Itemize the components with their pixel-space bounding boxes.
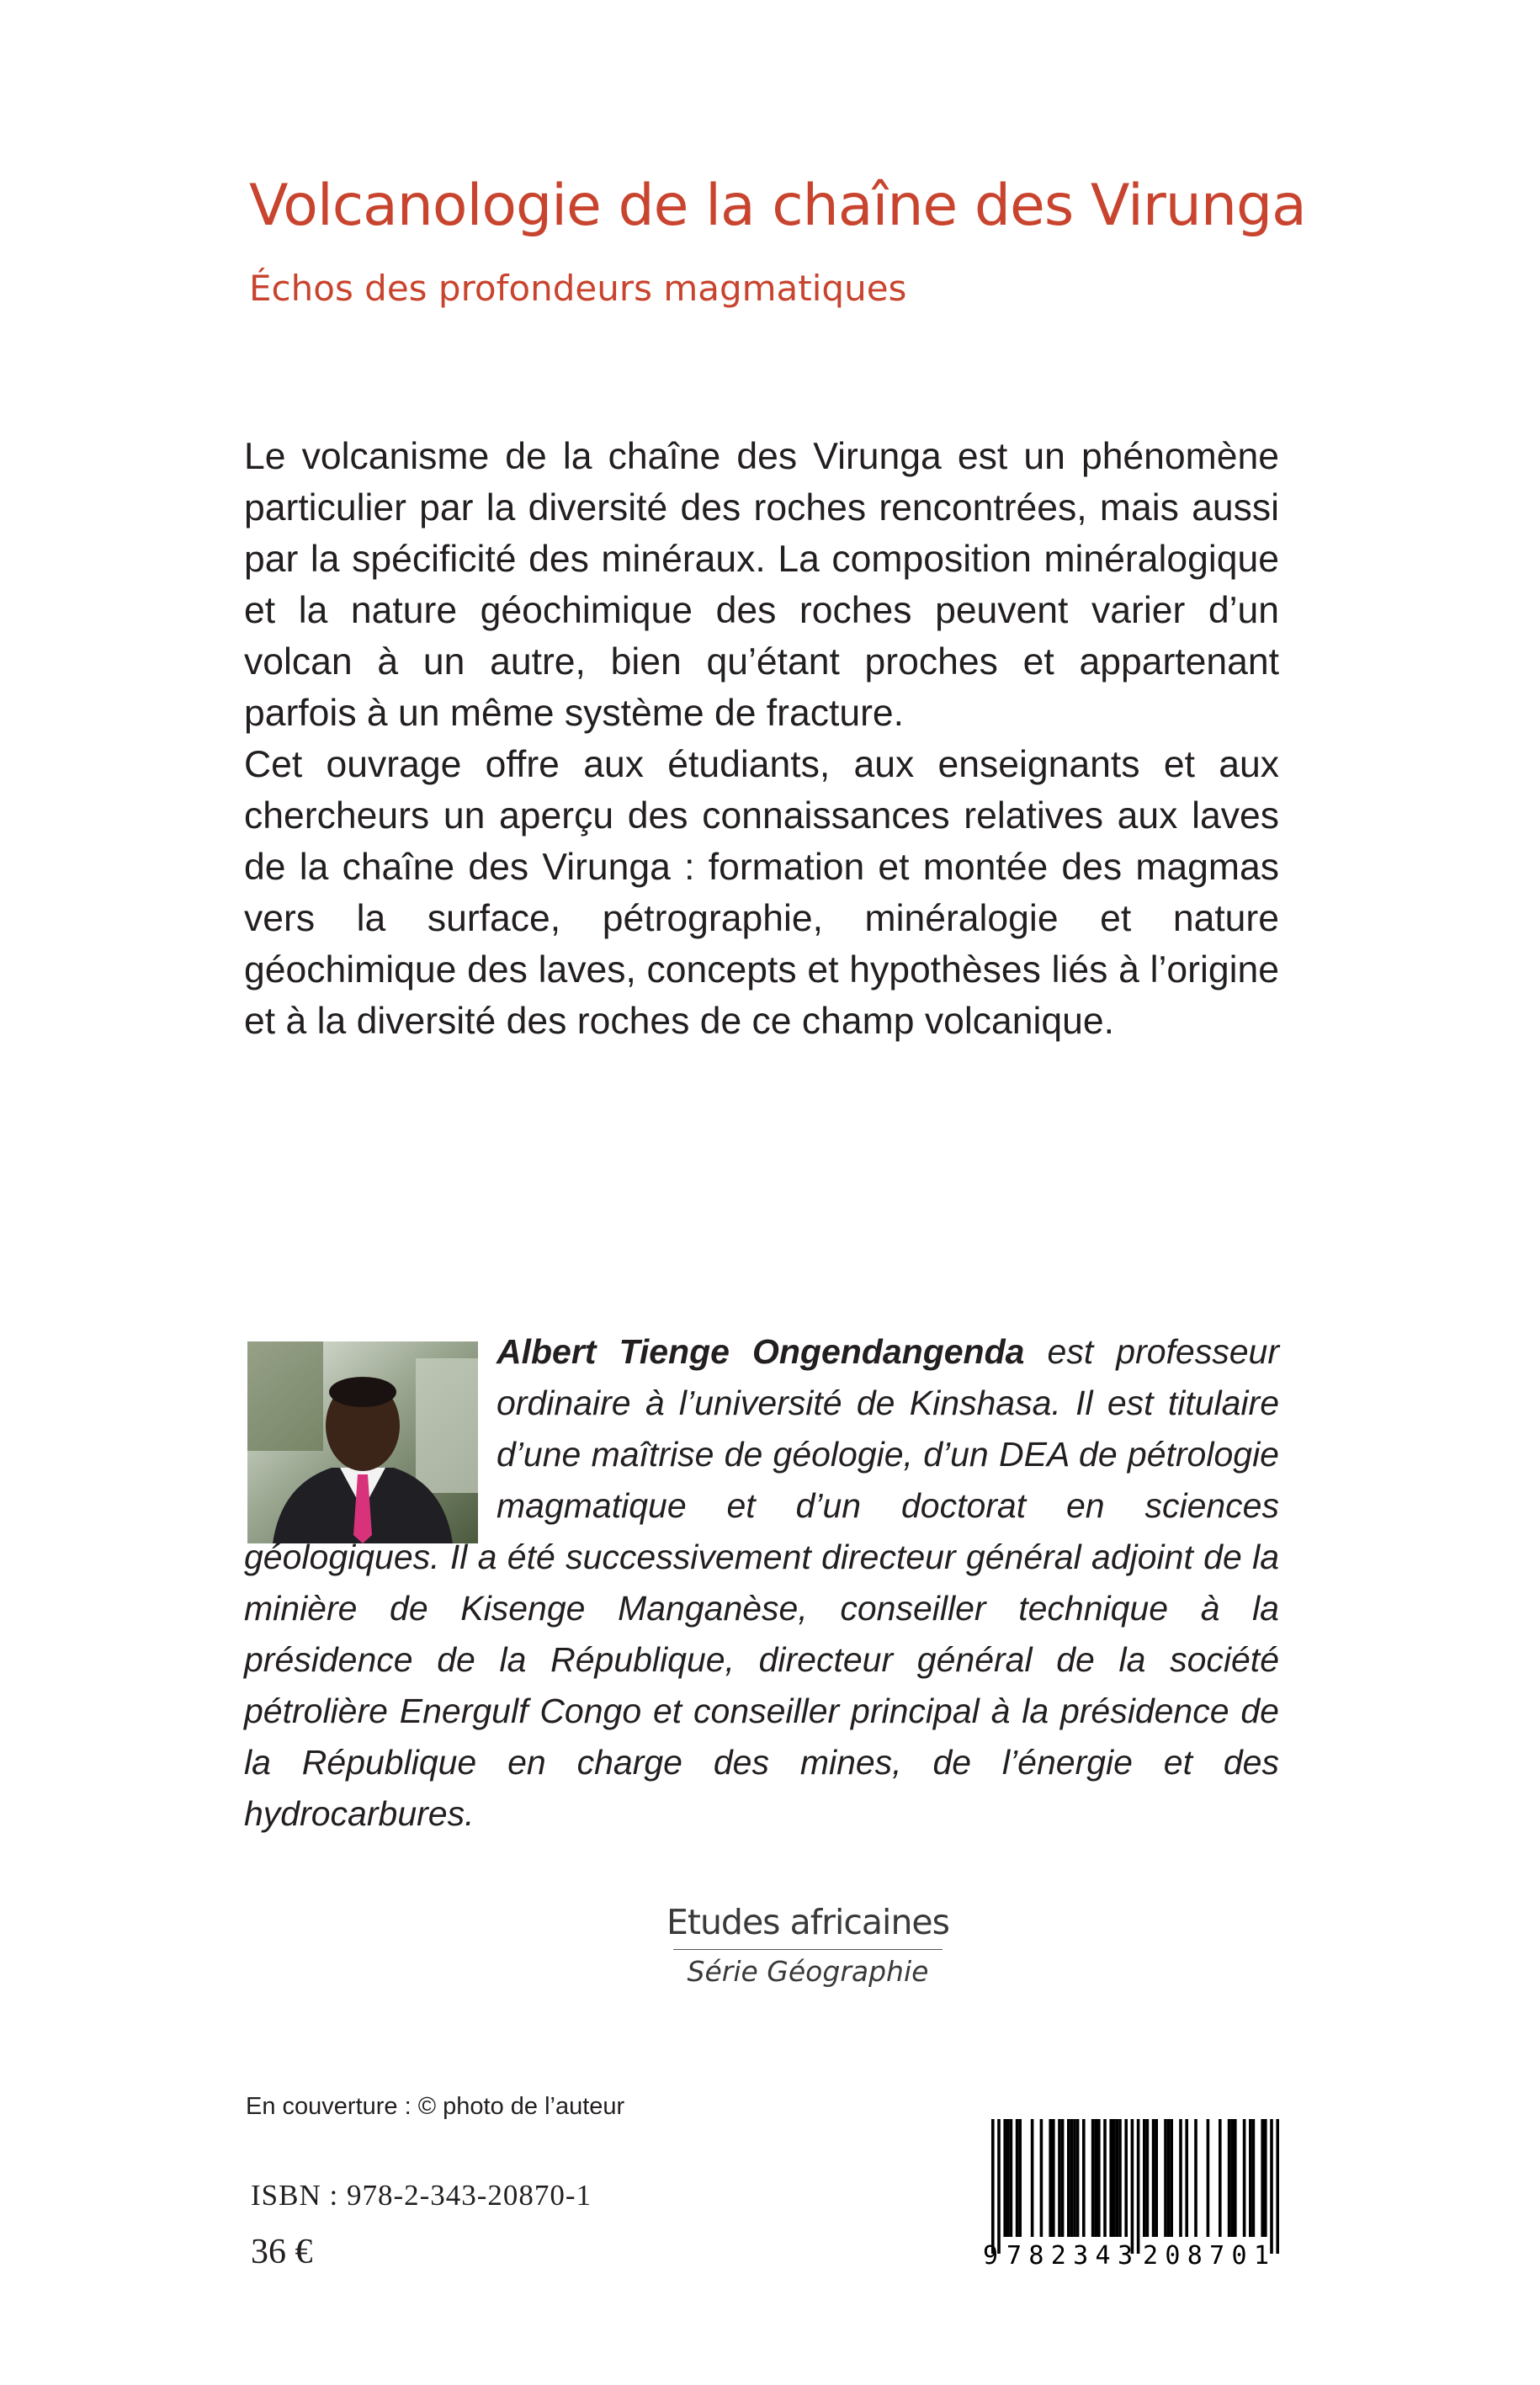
barcode bbox=[974, 2112, 1286, 2268]
barcode-bar bbox=[1207, 2119, 1210, 2237]
barcode-bar bbox=[1264, 2119, 1267, 2237]
barcode-bar bbox=[1058, 2119, 1061, 2237]
barcode-bar bbox=[1137, 2119, 1140, 2254]
barcode-bar bbox=[1152, 2119, 1155, 2237]
author-bio bbox=[244, 1326, 1279, 1840]
barcode-bar bbox=[1179, 2119, 1182, 2237]
barcode-bar bbox=[1249, 2119, 1252, 2237]
cover-credit: En couverture : © photo de l’auteur bbox=[246, 2093, 625, 2120]
barcode-bar bbox=[1230, 2119, 1234, 2237]
series-subseries: Série Géographie bbox=[687, 1955, 929, 1988]
series-divider bbox=[673, 1949, 943, 1950]
barcode-bar bbox=[1164, 2119, 1167, 2237]
price: 36 € bbox=[251, 2233, 313, 2271]
barcode-bar bbox=[1194, 2119, 1197, 2237]
barcode-bar bbox=[1234, 2119, 1237, 2237]
barcode-bar bbox=[1061, 2119, 1065, 2237]
barcode-digits-left: 782343 bbox=[1006, 2241, 1133, 2268]
barcode-bar bbox=[1270, 2119, 1273, 2254]
summary-text bbox=[244, 431, 1279, 1047]
barcode-bar bbox=[1276, 2119, 1279, 2254]
barcode-bar bbox=[1006, 2119, 1010, 2237]
author-name: Albert Tienge Ongendangenda bbox=[497, 1332, 1025, 1371]
barcode-bar bbox=[1155, 2119, 1158, 2237]
barcode-bar bbox=[1131, 2119, 1134, 2254]
barcode-bar bbox=[1052, 2119, 1055, 2237]
barcode-bar bbox=[1010, 2119, 1013, 2237]
barcode-digit-lead: 9 bbox=[983, 2241, 999, 2268]
barcode-bar bbox=[1040, 2119, 1043, 2237]
barcode-bar bbox=[1219, 2119, 1222, 2237]
barcode-bar bbox=[1016, 2119, 1019, 2237]
barcode-bar bbox=[1146, 2119, 1150, 2237]
barcode-bar bbox=[1003, 2119, 1006, 2237]
summary-paragraph-2: Cet ouvrage offre aux étudiants, aux enseignants et aux chercheurs un aperçu des connaissances relatives aux laves de la chaîne des Virunga : formation et montée des magmas vers la surface, pétrographie, minéralogie et nature géochimique des laves, concepts et hypothèses liés à l’origine et à la diversité des roches de ce champ volcanique. bbox=[244, 744, 1279, 1042]
barcode-bar bbox=[1261, 2119, 1264, 2237]
barcode-bar bbox=[1124, 2119, 1128, 2237]
barcode-bar bbox=[1116, 2119, 1119, 2237]
barcode-bar bbox=[1113, 2119, 1116, 2237]
barcode-bar bbox=[1185, 2119, 1188, 2237]
barcode-digits-right: 208701 bbox=[1143, 2241, 1269, 2268]
barcode-bar bbox=[1018, 2119, 1022, 2237]
barcode-bar bbox=[1143, 2119, 1146, 2237]
series-name: Etudes africaines bbox=[666, 1902, 950, 1942]
series-logo bbox=[640, 1902, 976, 1988]
barcode-bar bbox=[1252, 2119, 1256, 2237]
barcode-bar bbox=[1049, 2119, 1052, 2237]
barcode-bar bbox=[1091, 2119, 1095, 2237]
barcode-bar bbox=[1243, 2119, 1246, 2237]
book-subtitle: Échos des profondeurs magmatiques bbox=[249, 268, 907, 309]
barcode-bar bbox=[1031, 2119, 1034, 2237]
book-title: Volcanologie de la chaîne des Virunga bbox=[249, 173, 1306, 239]
barcode-bar bbox=[1094, 2119, 1097, 2237]
barcode-bar bbox=[1076, 2119, 1080, 2237]
barcode-bar bbox=[1073, 2119, 1076, 2237]
barcode-bar bbox=[1067, 2119, 1070, 2237]
barcode-bar bbox=[1170, 2119, 1173, 2237]
barcode-bar bbox=[991, 2119, 995, 2254]
barcode-bar bbox=[1103, 2119, 1107, 2237]
barcode-bar bbox=[1097, 2119, 1101, 2237]
barcode-bar bbox=[1082, 2119, 1086, 2237]
barcode-bar bbox=[1118, 2119, 1122, 2237]
barcode-bar bbox=[997, 2119, 1001, 2254]
author-bio-text: est professeur ordinaire à l’université de Kinshasa. Il est titulaire d’une maîtrise de géologie, d’un DEA de pétrologie magmatique et d’un doctorat en sciences géologiques. Il a été successivement directeur général adjoint de la minière de Kisenge Manganèse, conseiller technique à la présidence de la République, directeur général de la société pétrolière Energulf Congo et conseiller principal à la présidence de la République en charge des mines, de l’énergie et des hydrocarbures. bbox=[244, 1332, 1279, 1833]
barcode-bar bbox=[1109, 2119, 1113, 2237]
summary-paragraph-1: Le volcanisme de la chaîne des Virunga est un phénomène particulier par la diversité des roches rencontrées, mais aussi par la spécificité des minéraux. La composition minéralogique et la nature géochimique des roches peuvent varier d’un volcan à un autre, bien qu’étant proches et appartenant parfois à un même système de fracture. bbox=[244, 436, 1279, 734]
barcode-bar bbox=[1070, 2119, 1074, 2237]
isbn: ISBN : 978-2-343-20870-1 bbox=[251, 2179, 592, 2212]
barcode-bar bbox=[1167, 2119, 1171, 2237]
barcode-bar bbox=[1228, 2119, 1231, 2237]
